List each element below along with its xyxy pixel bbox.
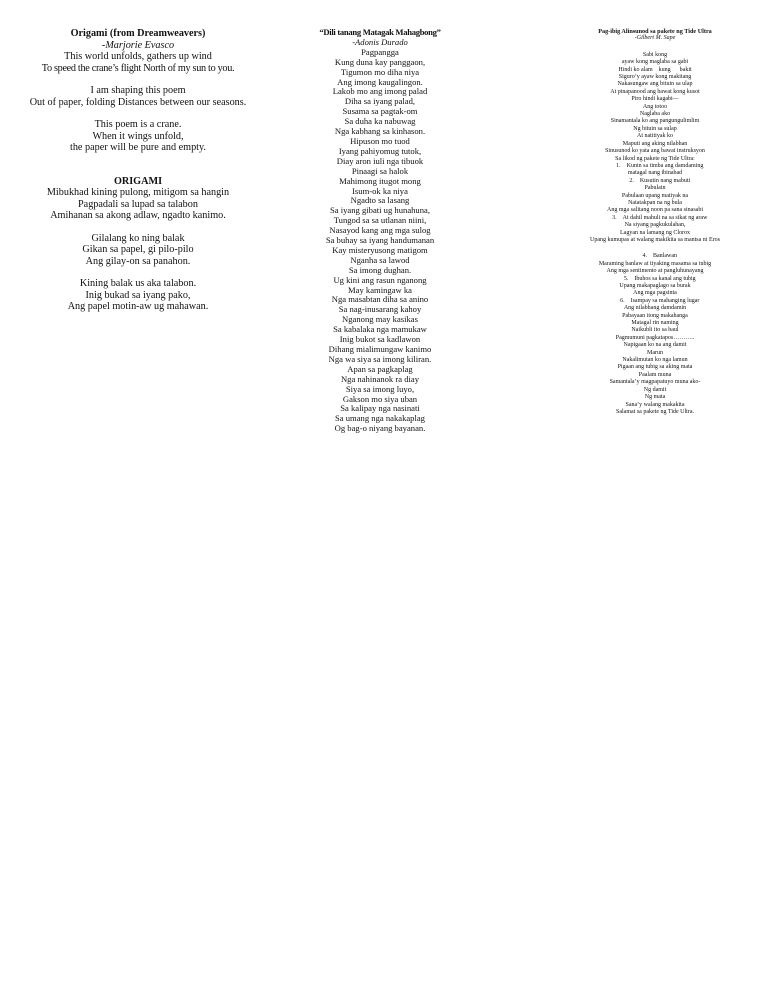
poem-line: At natitiyak ko — [637, 133, 673, 140]
numbered-list — [560, 253, 750, 416]
list-text: Nakalimutan ko nga lamun — [622, 357, 688, 364]
stanza — [20, 187, 256, 222]
poem-line: Sa imong dughan. — [348, 264, 412, 275]
poem-line: Ngadto sa lasang — [350, 195, 410, 206]
list-text: Kusutin nang mabuti — [639, 177, 691, 184]
poem-line: Diay aron iuli nga tibuok — [336, 155, 424, 166]
list-text: Ng damit — [643, 386, 667, 393]
list-text: Sana’y walang makakita — [625, 401, 685, 408]
list-text: Isampay sa mahanging lugar — [630, 297, 700, 304]
stanza-gap — [560, 244, 750, 253]
poem-line: Sabi kong — [642, 51, 668, 58]
poem-line: Kay misteryusong matigom — [332, 244, 428, 255]
poem-line: Sa kalipay nga nasinati — [340, 403, 420, 414]
poem-line: When it wings unfold, — [92, 130, 184, 142]
poem-line: Tungod sa sa utlanan niini, — [333, 215, 427, 226]
poem-line: Out of paper, folding Distances between our seasons. — [29, 96, 247, 108]
list-item — [560, 276, 750, 283]
poem-line: Inig bukad sa iyang pako, — [85, 289, 191, 301]
list-text: Ang mga pagsinta — [633, 290, 677, 297]
list-text: Pagmumuni pagkatapos……….. — [615, 334, 695, 341]
poem-line: Sa kabalaka nga mamukaw — [333, 324, 427, 335]
list-text: Paalam muna — [638, 371, 672, 378]
poem-line: Ug kini ang rasun nganong — [333, 274, 427, 285]
stanza — [20, 119, 256, 154]
list-text: Kunin sa timba ang damdaming — [626, 162, 704, 169]
list-item — [560, 402, 750, 409]
poem-author: -Gilbert M. Sape — [634, 35, 676, 42]
poem-line: Sa umang nga nakakaplag — [335, 413, 425, 424]
list-text: Matagal rin naming — [631, 320, 679, 327]
poem-line: Pagpadali sa lupad sa talabon — [78, 198, 198, 210]
poem-column-sape — [560, 28, 750, 416]
list-text: matagal nang ibinabad — [627, 170, 683, 177]
poem-line: Nga kabhang sa kinhason. — [334, 126, 426, 137]
poem-column-durado — [290, 28, 470, 434]
stanza-gap — [20, 222, 256, 233]
list-number: 5. — [623, 275, 629, 282]
poem-line: Sa buhay sa iyang handumanan — [325, 235, 435, 246]
poem-line: I am shaping this poem — [90, 85, 186, 96]
section-gap — [20, 154, 256, 176]
stanza — [20, 278, 256, 313]
list-number: 6. — [620, 297, 625, 304]
list-text: Pabulaan upang matiyak na — [621, 192, 689, 199]
poem-line: Apan sa pagkaplag — [347, 363, 413, 374]
poem-column-origami — [20, 28, 256, 313]
poem-line: May kamingaw ka — [348, 284, 412, 295]
list-item — [560, 327, 750, 334]
stanza-gap — [20, 74, 256, 85]
list-number: 2. — [629, 177, 634, 184]
list-text: Napigaan ko na ang damit — [623, 342, 687, 349]
list-item — [560, 335, 750, 342]
list-item — [560, 350, 750, 357]
list-item — [560, 230, 750, 237]
poem-line: Naglaba ako — [639, 111, 671, 118]
poem-line: Isum-ok ka niya — [352, 185, 408, 196]
poem-line: Nakasungaw ang bituin sa ulap — [617, 81, 693, 88]
poem-line: Nga nahinanok ra diay — [340, 373, 420, 384]
list-item — [560, 372, 750, 379]
poem-line: Sa nag-inusarang kahoy — [338, 304, 422, 315]
poem-line: Gilalang ko ning balak — [91, 232, 185, 244]
list-item — [560, 163, 750, 170]
poem-line: Mibukhad kining pulong, mitigom sa hangin — [46, 187, 230, 198]
poem-line: Mahimong itugot mong — [339, 175, 421, 186]
list-number: 1. — [616, 162, 621, 169]
list-item — [560, 268, 750, 275]
poem-title: Pag-ibig Alinsunod sa pakete ng Tide Ultra — [598, 28, 712, 35]
poem-line: Siguro’y ayaw kong makitang — [618, 74, 692, 81]
list-item — [560, 379, 750, 386]
poem-line: Lakob mo ang imong palad — [332, 86, 428, 97]
poem-line: Kining balak us aka talabon. — [79, 278, 197, 289]
list-item — [560, 313, 750, 320]
poem-line: Maputi ang aking nilabhan — [622, 140, 688, 147]
poem-line: At pinapanood ang bawat kong kusot — [610, 88, 700, 95]
list-item — [560, 409, 750, 416]
poem-line: ayaw kong maglaba sa gabi — [621, 59, 689, 66]
poem-line: Ng bituin sa sulap — [633, 125, 677, 132]
translation-title: ORIGAMI — [113, 175, 163, 187]
stanza — [20, 51, 256, 74]
poem-line: This world unfolds, gathers up wind — [64, 51, 212, 62]
list-number: 4. — [642, 253, 647, 260]
poem-line: Amihanan sa akong adlaw, ngadto kanimo. — [50, 210, 226, 221]
list-item — [560, 394, 750, 401]
list-text: Natatakpan na ng bula — [628, 199, 682, 206]
list-text: Upang makapaglago sa burak — [619, 283, 691, 289]
stanza — [20, 85, 256, 108]
poem-line: Og bag-o niyang bayanan. — [334, 423, 426, 434]
list-item — [560, 193, 750, 200]
poem-line: Iyang pahiyomug tutok, — [338, 145, 422, 156]
poem-line: Ang imong kaugalingon. — [337, 76, 423, 87]
list-text: Marun — [647, 349, 663, 356]
poem-title: Origami (from Dreamweavers) — [70, 28, 206, 39]
poem-line: Piro hindi kagabi— — [631, 96, 679, 103]
stanza-gap — [20, 267, 256, 278]
list-text: Upang kumupas at walang makikita sa mantsa ni Eros — [590, 236, 720, 243]
poem-line: Sa duha ka nabuwag — [344, 116, 416, 127]
poem-line: Diha sa iyang palad, — [344, 96, 416, 107]
stanza — [20, 233, 256, 268]
poem-line: Nganha sa lawod — [350, 254, 410, 265]
list-item — [560, 283, 750, 290]
poem-line: Nga masabtan diha sa anino — [331, 294, 429, 305]
poem-line: To speed the crane’s flight North of my sun to you. — [41, 62, 235, 74]
list-item — [560, 185, 750, 192]
list-item — [560, 342, 750, 349]
poem-line: Sa iyang gibati ug hunahuna, — [329, 205, 430, 216]
list-number: 3. — [612, 214, 617, 221]
list-item — [560, 261, 750, 268]
list-item — [560, 215, 750, 222]
list-text: Salamat sa pakete ng Tide Ultra. — [616, 408, 694, 415]
poem-line: This poem is a crane. — [94, 119, 182, 130]
poem-line: Gikan sa papel, gi pilo-pilo — [82, 244, 194, 255]
list-text: Maraming banlaw at tiyaking masama sa tubig — [598, 260, 712, 267]
poem-title: “Dili tanang Matagak Mahagbong” — [319, 27, 441, 37]
list-item — [560, 200, 750, 207]
list-text: Ang mga sentimento at pangluhunayang — [606, 268, 704, 275]
list-item — [560, 207, 750, 214]
poem-author: -Adonis Durado — [352, 36, 408, 47]
list-item — [560, 320, 750, 327]
list-item — [560, 237, 750, 244]
poem-line: Pagpangga — [361, 46, 399, 57]
poem-line: Ang totoo — [642, 103, 668, 110]
poem-line: Sa likod ng pakete ng Tide Ultra: — [615, 155, 695, 162]
poem-line: Gakson mo siya uban — [342, 393, 418, 404]
list-item — [560, 364, 750, 371]
poem-line: Susama sa pagtak-om — [342, 106, 418, 117]
poem-line: Nasayod kang ang mga sulog — [329, 225, 431, 236]
list-text: At dahil mahuli na sa sikat ng araw — [622, 214, 708, 221]
poem-line: Hipuson mo tuod — [350, 135, 410, 146]
list-text: Naikubli ito sa baul — [631, 327, 679, 334]
list-text: Ang mga salitang noon pa sana sinasabi — [607, 207, 703, 214]
list-text: Lagyan na lamang ng Clorox — [620, 229, 690, 236]
poem-line: Nga wa siya sa imong kiliran. — [328, 353, 432, 364]
list-text: Na siyang pagkukulahan, — [624, 222, 686, 229]
list-text: Ng mata — [644, 394, 666, 401]
list-item — [560, 222, 750, 229]
list-item — [560, 290, 750, 297]
stanza-gap — [560, 43, 750, 52]
list-item — [560, 357, 750, 364]
list-text: Pabayaan itong makahanga — [622, 312, 688, 319]
poem-line: Kung duna kay panggaon, — [334, 56, 426, 67]
list-item — [560, 253, 750, 260]
poem-line: Dihang mialimungaw kanimo — [328, 344, 432, 354]
numbered-list — [560, 163, 750, 244]
stanza-gap — [20, 108, 256, 119]
poem-line: Pinaagi sa halok — [351, 165, 409, 176]
list-text: Samantala’y magpapatuyo muna ako- — [609, 379, 701, 386]
list-item — [560, 178, 750, 185]
poem-line: Sinusunod ko yata ang bawat instruksyon — [605, 148, 705, 155]
list-text: Pabulain — [644, 185, 666, 192]
poem-line: Ang papel motin-aw ug mahawan. — [67, 301, 209, 312]
poem-body — [290, 48, 470, 434]
poem-line: Ang gilay-on sa panahon. — [85, 255, 191, 267]
list-text: Banlawan — [653, 253, 677, 260]
poem-line: Hindi ko alam kung bakit — [618, 66, 692, 73]
poem-author: -Marjorie Evasco — [101, 39, 175, 51]
list-text: Ang nilabhang damdamin — [623, 305, 687, 312]
list-item — [560, 387, 750, 394]
list-text: Ibuhos sa kanal ang tubig — [634, 275, 696, 282]
list-item — [560, 305, 750, 312]
list-text: Pigaan ang tubig sa aking mata — [617, 364, 693, 371]
poem-line: Inig bukot sa kadlawon — [339, 334, 421, 345]
poem-body — [560, 52, 750, 163]
poem-line: Siya sa imong luyo, — [345, 383, 415, 394]
list-item — [560, 298, 750, 305]
poem-line: Sinamantala ko ang pangungulimlim — [610, 118, 700, 125]
poem-line: Tigumon mo diha niya — [340, 66, 420, 77]
list-item — [560, 170, 750, 177]
poem-line: the paper will be pure and empty. — [70, 142, 206, 153]
poem-line: Nganong may kasikas — [342, 314, 418, 325]
